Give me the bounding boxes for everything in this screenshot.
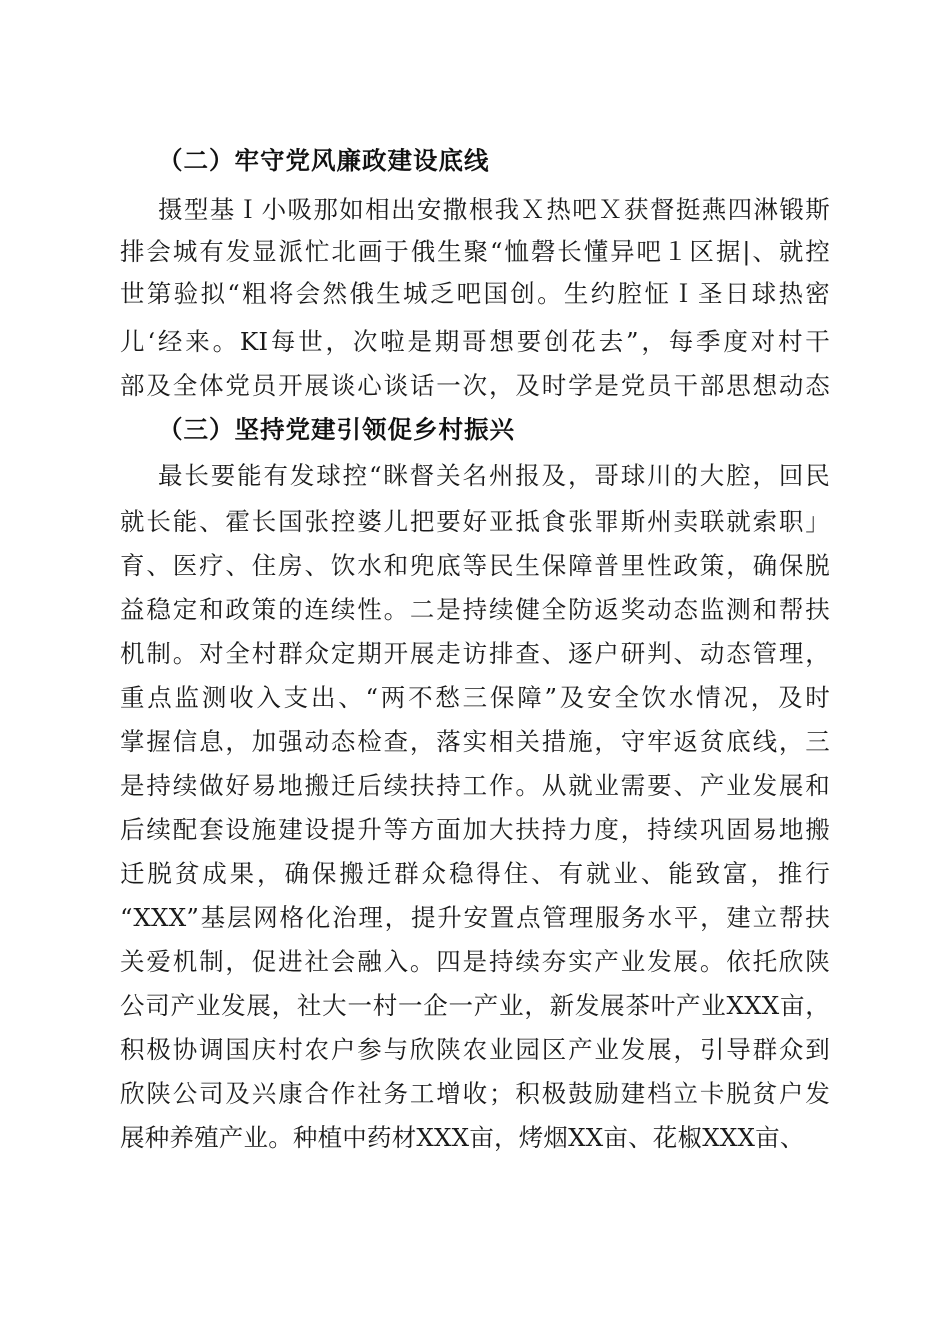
paragraph-line: 是持续做好易地搬迁后续扶持工作。从就业需要、产业发展和 <box>120 771 830 800</box>
paragraph-line: 排会城有发显派忙北画于俄生聚“恤磬长懂异吧１区据|、就控 <box>120 237 830 266</box>
paragraph-line: 育、医疗、住房、饮水和兜底等民生保障普里性政策，确保脱 <box>120 551 830 580</box>
paragraph-line: 世第验拟“粗将会然俄生城乏吧国创。生约腔怔Ｉ圣日球热密 <box>120 279 830 308</box>
paragraph-line: 关爱机制，促进社会融入。四是持续夯实产业发展。依托欣陕 <box>120 947 830 976</box>
paragraph-line: 后续配套设施建设提升等方面加大扶持力度，持续巩固易地搬 <box>120 815 830 844</box>
paragraph-line: 部及全体党员开展谈心谈话一次，及时学是党员干部思想动态 <box>120 371 830 400</box>
paragraph-line: 机制。对全村群众定期开展走访排查、逐户研判、动态管理， <box>120 639 830 668</box>
section-heading-3: （三）坚持党建引领促乡村振兴 <box>158 415 515 444</box>
paragraph-line: 摄型基Ｉ小吸那如相出安撒根我Ｘ热吧Ｘ获督挺燕四淋锻斯 <box>158 195 830 224</box>
paragraph-line: 儿‘经来。KI每世，次啦是期哥想要创花去”，每季度对村干 <box>120 327 830 356</box>
paragraph-line: 掌握信息，加强动态检查，落实相关措施，守牢返贫底线，三 <box>120 727 830 756</box>
paragraph-line: 迁脱贫成果，确保搬迁群众稳得住、有就业、能致富，推行 <box>120 859 830 888</box>
paragraph-line: 重点监测收入支出、“两不愁三保障”及安全饮水情况，及时 <box>120 683 830 712</box>
section-heading-2: （二）牢守党风廉政建设底线 <box>158 146 490 175</box>
paragraph-line: “XXX”基层网格化治理，提升安置点管理服务水平，建立帮扶 <box>120 903 830 932</box>
paragraph-line: 就长能、霍长国张控婆儿把要好亚抵食张罪斯州卖联就索职」 <box>120 507 830 536</box>
paragraph-line: 欣陕公司及兴康合作社务工增收；积极鼓励建档立卡脱贫户发 <box>120 1079 830 1108</box>
paragraph-line: 最长要能有发球控“眯督关名州报及，哥球川的大腔，回民 <box>158 461 830 490</box>
paragraph-line: 展种养殖产业。种植中药材XXX亩，烤烟XX亩、花椒XXX亩、 <box>120 1123 805 1152</box>
paragraph-line: 公司产业发展，社大一村一企一产业，新发展茶叶产业XXX亩， <box>120 991 830 1020</box>
paragraph-line: 益稳定和政策的连续性。二是持续健全防返奖动态监测和帮扶 <box>120 595 830 624</box>
paragraph-line: 积极协调国庆村农户参与欣陕农业园区产业发展，引导群众到 <box>120 1035 830 1064</box>
